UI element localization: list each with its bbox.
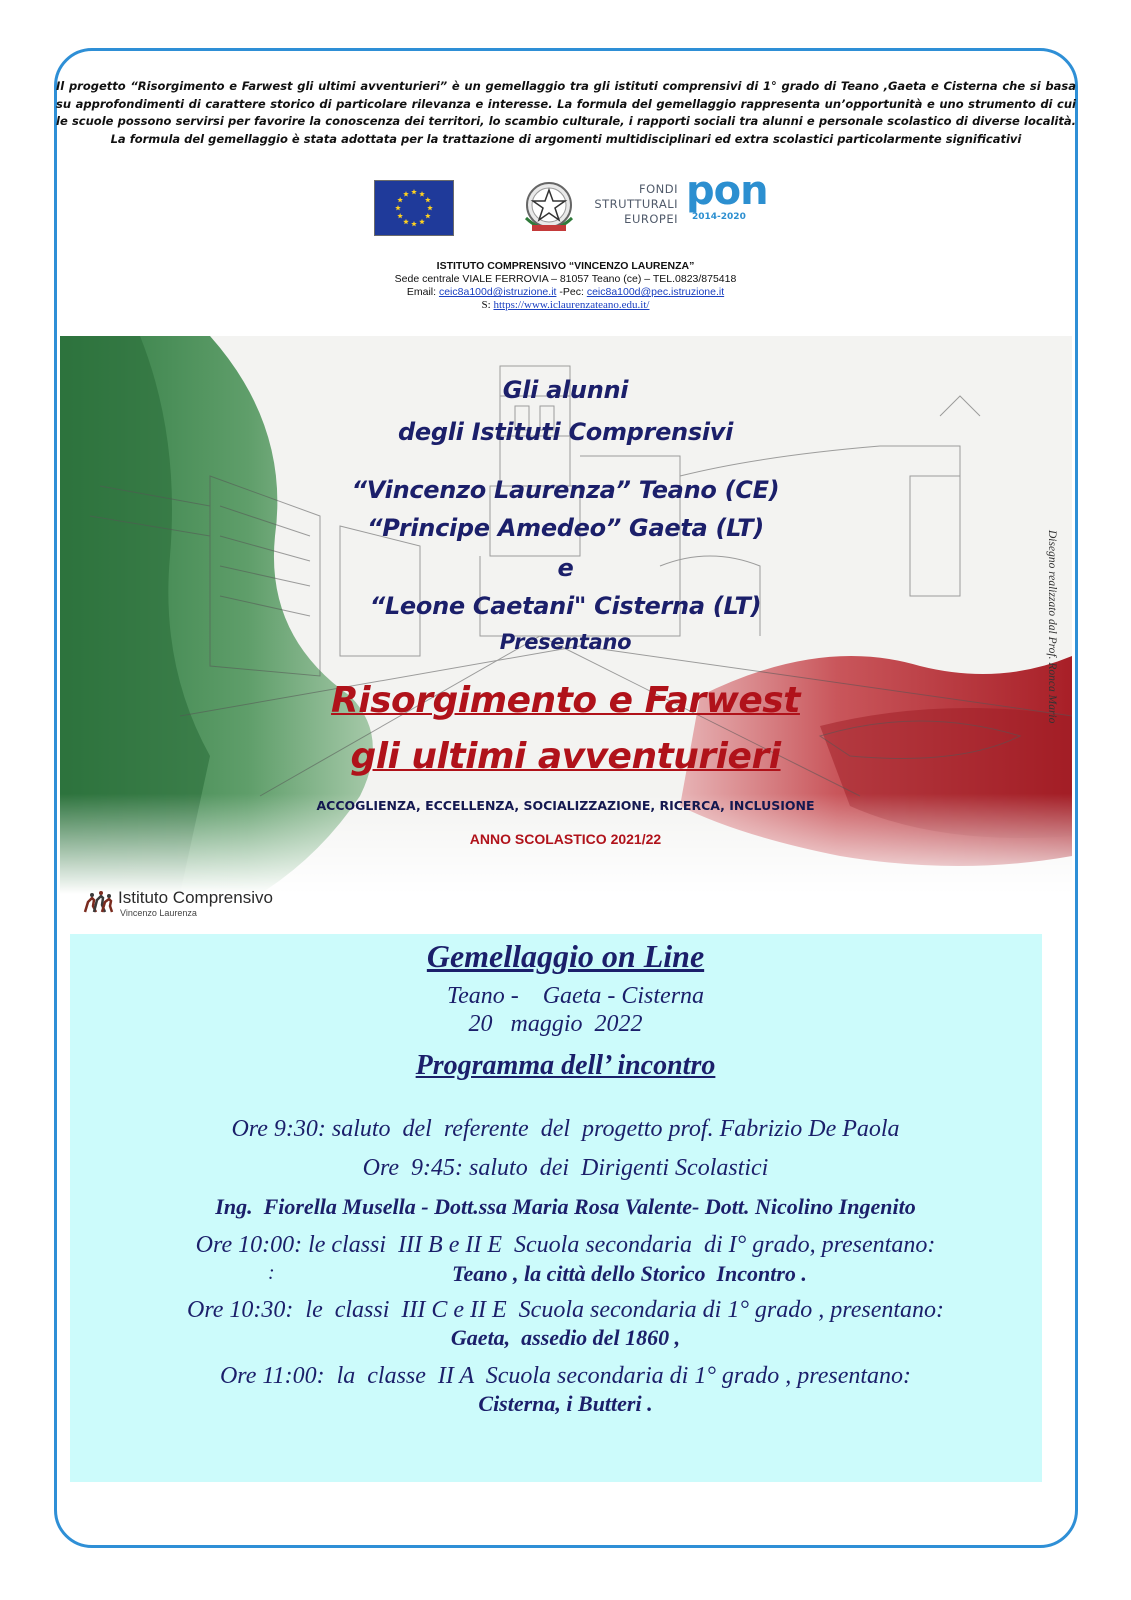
school-site <box>0 299 1131 312</box>
eu-star-icon <box>427 205 433 210</box>
values-line: ACCOGLIENZA, ECCELLENZA, SOCIALIZZAZIONE, RICERCA, INCLUSIONE <box>316 798 815 813</box>
eu-star-icon <box>425 213 431 218</box>
fondi-strutturali-label <box>588 182 678 227</box>
program-item-1030: Ore 10:30: le classi III C e II E Scuola secondaria di 1° grado , presentano: <box>186 1297 945 1323</box>
eu-star-icon <box>411 221 417 226</box>
banner-presentano: Presentano <box>499 630 632 654</box>
eu-star-icon <box>411 189 417 194</box>
banner-conj: e <box>557 554 574 582</box>
program-item-930: Ore 9:30: saluto del referente del progetto prof. Fabrizio De Paola <box>231 1116 900 1142</box>
eu-flag-icon <box>374 180 454 236</box>
intro-paragraph: Il progetto “Risorgimento e Farwest gli ultimi avventurieri” è un gemellaggio tra gli istituti comprensivi di 1° grado di Teano ,Gaeta e Cisterna che si basa su approfondimenti di carattere storico di particolare rilevanza e interesse. La formula del gemellaggio rappresenta un’opportunità e uno strumento di cui le scuole possono servirsi per favorire la conoscenza dei territori, lo scambio culturale, i rapporti sociali tra alunni e personale scolastico di diverse località. La formula del gemellaggio è stata adottata per la trattazione di argomenti multidisciplinari ed extra scolastici particolarmente significativi <box>56 79 1076 146</box>
pec-label: -Pec: <box>559 286 584 298</box>
school-horses-logo-icon <box>82 886 114 918</box>
program-item-1000: Ore 10:00: le classi III B e II E Scuola secondaria di I° grado, presentano: <box>195 1232 936 1258</box>
pon-years: 2014-2020 <box>692 212 746 222</box>
site-label: S: <box>481 299 491 311</box>
eu-star-icon <box>419 219 425 224</box>
eu-star-icon <box>419 191 425 196</box>
program-dirigenti: Ing. Fiorella Musella - Dott.ssa Maria Rosa Valente- Dott. Nicolino Ingenito <box>215 1194 916 1219</box>
ic-logo-subtitle: Vincenzo Laurenza <box>120 908 197 918</box>
program-item-1000-prefix: : <box>268 1262 275 1284</box>
project-title-line1: Risorgimento e Farwest <box>331 680 800 721</box>
school-contacts <box>0 286 1131 299</box>
eu-star-icon <box>397 197 403 202</box>
fondi-line: EUROPEI <box>624 212 678 226</box>
site-link[interactable]: https://www.iclaurenzateano.edu.it/ <box>493 299 650 311</box>
drawing-credit <box>1046 530 1062 760</box>
eu-star-icon <box>397 213 403 218</box>
school-year: ANNO SCOLASTICO 2021/22 <box>469 831 662 847</box>
program-item-945: Ore 9:45: saluto dei Dirigenti Scolastici <box>362 1155 769 1181</box>
pon-word: pon <box>686 168 768 214</box>
email-link[interactable]: ceic8a100d@istruzione.it <box>438 286 557 298</box>
program-date: 20 maggio 2022 <box>468 1011 643 1037</box>
program-item-1000-title: Teano , la città dello Storico Incontro . <box>452 1261 807 1286</box>
school-teano: “Vincenzo Laurenza” Teano (CE) <box>351 476 780 504</box>
project-title-line2: gli ultimi avventurieri <box>350 736 781 777</box>
pon-logo <box>686 168 768 224</box>
logo-strip <box>0 168 1131 256</box>
email-label: Email: <box>406 286 437 298</box>
program-item-1030-title: Gaeta, assedio del 1860 , <box>450 1325 681 1350</box>
fondi-line: STRUTTURALI <box>594 197 678 211</box>
program-item-1100: Ore 11:00: la classe II A Scuola secondaria di 1° grado , presentano: <box>219 1363 912 1389</box>
eu-star-icon <box>425 197 431 202</box>
drawing-credit-text: Disegno realizzato dal Prof. Ronca Mario <box>1046 530 1058 724</box>
school-cisterna: “Leone Caetani" Cisterna (LT) <box>369 592 762 620</box>
eu-star-icon <box>403 219 409 224</box>
program-places: Teano - Gaeta - Cisterna <box>446 983 705 1009</box>
ic-logo-title: Istituto Comprensivo <box>118 888 273 907</box>
fondi-line: FONDI <box>638 182 678 196</box>
program-heading: Gemellaggio on Line <box>426 938 705 974</box>
italian-republic-emblem-icon <box>520 178 578 238</box>
school-header <box>0 260 1131 312</box>
school-name: ISTITUTO COMPRENSIVO “VINCENZO LAURENZA” <box>436 260 695 272</box>
banner-line1: Gli alunni <box>502 376 629 404</box>
pec-link[interactable]: ceic8a100d@pec.istruzione.it <box>586 286 725 298</box>
eu-star-icon <box>395 205 401 210</box>
school-gaeta: “Principe Amedeo” Gaeta (LT) <box>367 514 764 542</box>
program-subheading: Programma dell’ incontro <box>415 1050 716 1081</box>
school-address: Sede centrale VIALE FERROVIA – 81057 Teano (ce) – TEL.0823/875418 <box>394 273 737 285</box>
banner-line2: degli Istituti Comprensivi <box>397 418 734 446</box>
eu-star-icon <box>403 191 409 196</box>
program-item-1100-title: Cisterna, i Butteri . <box>478 1391 653 1416</box>
ic-logo <box>82 886 312 922</box>
